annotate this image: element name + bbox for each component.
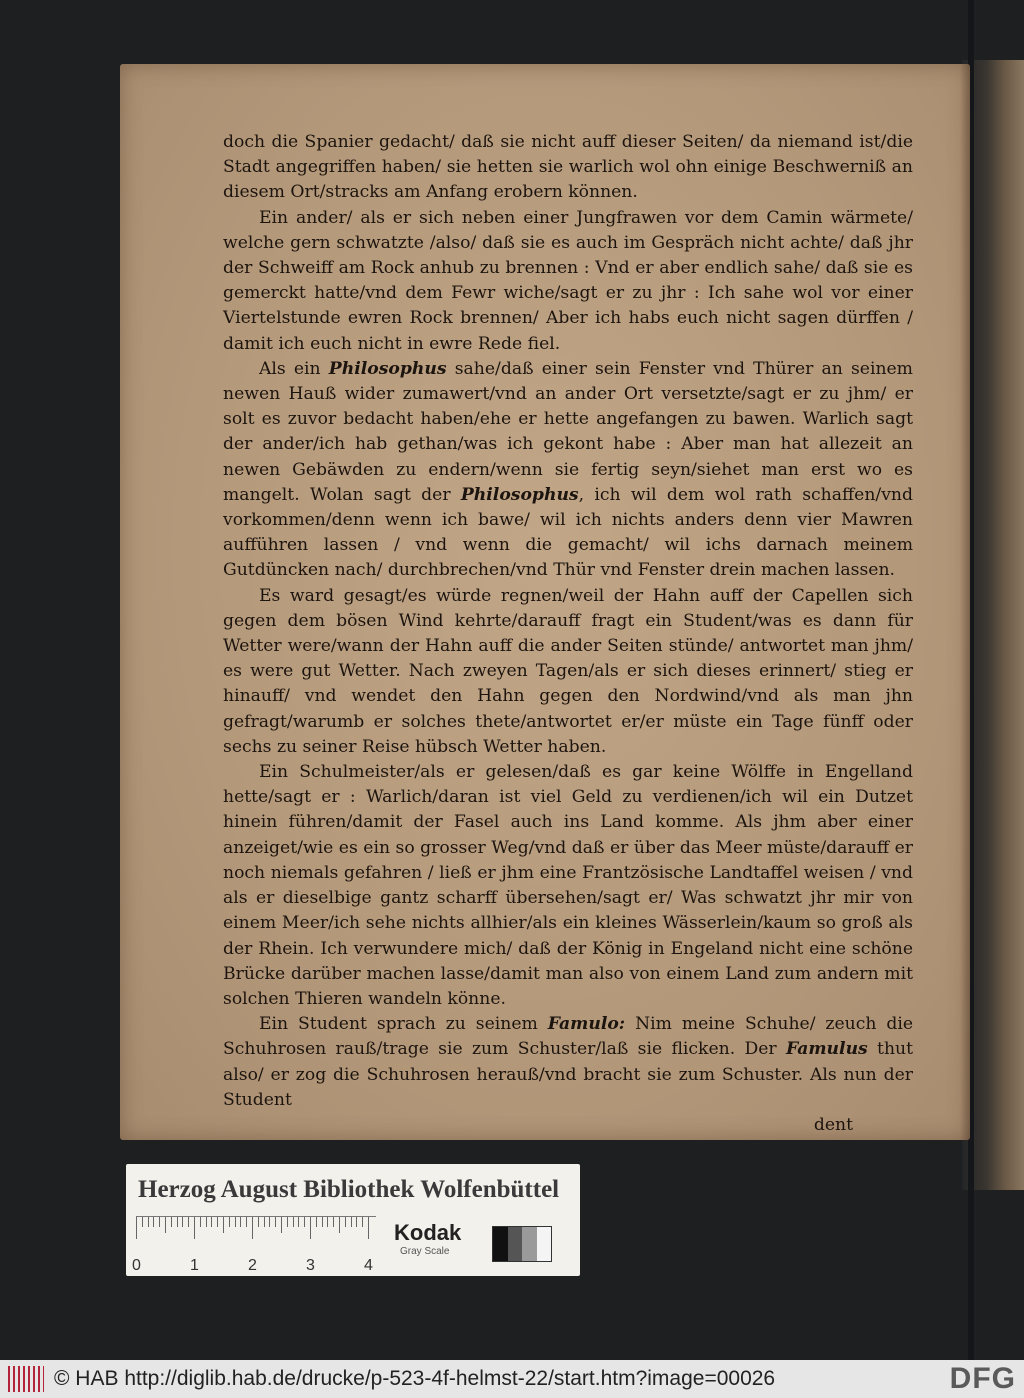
ruler-tick — [339, 1217, 340, 1233]
ruler-number: 2 — [248, 1257, 257, 1274]
ruler-tick — [298, 1217, 299, 1227]
ruler-tick — [293, 1217, 294, 1227]
ruler-tick — [223, 1217, 224, 1233]
ruler-tick — [177, 1217, 178, 1227]
gray-scale-patches — [492, 1226, 552, 1262]
ruler-tick — [200, 1217, 201, 1227]
ruler-tick — [188, 1217, 189, 1227]
ruler-tick — [229, 1217, 230, 1227]
ruler-tick — [345, 1217, 346, 1227]
ruler-tick — [246, 1217, 247, 1227]
ruler-tick — [310, 1217, 311, 1239]
ruler-tick — [275, 1217, 276, 1227]
catchword: dent — [813, 1114, 853, 1135]
ruler-tick — [258, 1217, 259, 1227]
ruler-number: 4 — [364, 1257, 373, 1274]
ruler-tick — [252, 1217, 253, 1239]
ruler-tick — [327, 1217, 328, 1227]
ruler-tick — [136, 1217, 137, 1239]
paragraph: doch die Spanier gedacht/ daß sie nicht auff dieser Seiten/ da niemand ist/die Stadt angegriffen haben/ sie hetten sie warlich wol ohn einige Beschwerniß an diesem Ort/stracks am Anfang erobern können. — [223, 132, 913, 203]
ruler-tick — [264, 1217, 265, 1227]
ruler-tick — [333, 1217, 334, 1227]
ruler-tick — [153, 1217, 154, 1227]
ruler-tick — [171, 1217, 172, 1227]
ruler-tick — [194, 1217, 195, 1239]
ruler-tick — [217, 1217, 218, 1227]
hab-logo-icon — [8, 1366, 44, 1392]
page-text — [223, 130, 913, 1138]
scale-ruler — [132, 1216, 376, 1274]
ruler-number: 3 — [306, 1257, 315, 1274]
gray-patch — [522, 1227, 537, 1261]
gray-patch — [537, 1227, 552, 1261]
ruler-tick — [235, 1217, 236, 1227]
gray-patch — [508, 1227, 523, 1261]
ruler-tick — [240, 1217, 241, 1227]
ruler-tick — [142, 1217, 143, 1227]
ruler-tick — [182, 1217, 183, 1227]
ruler-tick — [211, 1217, 212, 1227]
ruler-tick — [165, 1217, 166, 1233]
ruler-tick — [316, 1217, 317, 1227]
ruler-number: 1 — [190, 1257, 199, 1274]
ruler-tick — [269, 1217, 270, 1227]
kodak-logo: Kodak — [394, 1220, 462, 1245]
paragraph: Als ein Philosophus sahe/daß einer sein Fenster vnd Thürer an seinem newen Hauß wider zumawert/vnd an ander Ort versetzte/sagt er zu jhm/ er solt es zuvor bedacht haben/ehe er hette angefangen zu bawen. Warlich sagt der ander/ich hab gethan/was ich gekont habe : Aber man hat allezeit an newen Gebäwden zu endern/wenn sie fertig seyn/siehet man erst wo es mangelt. Wolan sagt der Philosophus, ich wil dem wol rath schaffen/vnd vorkommen/denn wenn ich bawe/ wil ich nichts anders denn vier Mawren aufführen lassen / vnd wenn die gemacht/ wil ichs darnach meinem Gutdüncken nach/ durchbrechen/vnd Thür vnd Fenster drein machen lassen. — [223, 358, 913, 581]
paragraph: Es ward gesagt/es würde regnen/weil der Hahn auff der Capellen sich gegen dem bösen Wind kehrte/darauff fragt ein Student/was es dann für Wetter were/wann der Hahn auff die ander Seiten stünde/ antwortet man jhm/ es were gut Wetter. Nach zweyen Tagen/als er sich dieses erinnert/ stieg er hinauff/ vnd wendet den Hahn gegen den Nordwind/vnd als man jhn gefragt/warumb er solches thete/antwortet er/er müste ein Tage fünff oder sechs zu seiner Reise hübsch Wetter haben. — [223, 585, 913, 757]
copyright-link[interactable]: © HAB http://diglib.hab.de/drucke/p-523-4f-helmst-22/start.htm?image=00026 — [54, 1367, 776, 1390]
ruler-tick — [322, 1217, 323, 1227]
ruler-tick — [356, 1217, 357, 1227]
footer-bar — [0, 1360, 1024, 1398]
paragraph: Ein Schulmeister/als er gelesen/daß es gar keine Wölffe in Engelland hette/sagt er : Warlich/daran ist viel Geld zu verdienen/ich wil ein Dutzet hinein führen/damit der Fasel auch ins Land komme. Als jhm aber einer anzeiget/wie es ein so grosser Weg/vnd daß er über das Meer müste/darauff er noch niemals gefahren / ließ er jhm eine Frantzösische Landtaffel weisen / vnd als er dieselbige gantz scharff übersehen/sagt er/ Was schwatzt jhr mir von einem Meer/ich sehe nichts allhier/als ein kleines Wässerlein/kaum so groß als der Rhein. Ich verwundere mich/ daß der König in Engeland nicht eine schöne Brücke darüber machen lasse/damit man also von einem Land zum andern mit solchen Thieren wandeln könne. — [223, 762, 913, 1009]
library-label-card — [126, 1164, 580, 1276]
paragraph: Ein ander/ als er sich neben einer Jungfrawen vor dem Camin wärmete/ welche gern schwatzte /also/ daß sie es auch im Gespräch nicht achte/ daß jhr der Schweiff am Rock anhub zu brennen : Vnd er aber endlich sahe/ daß sie es gemerckt hatte/vnd dem Fewr wiche/sagt er zu jhr : Ich sahe wol vor einer Viertelstunde ewren Rock brennen/ Aber ich habs euch nicht sagen dürffen / damit ich euch nicht in ewre Rede fiel. — [223, 207, 913, 354]
kodak-subtitle: Gray Scale — [400, 1246, 450, 1257]
book-page — [120, 64, 970, 1140]
ruler-tick — [368, 1217, 369, 1239]
ruler-tick — [281, 1217, 282, 1233]
ruler-tick — [362, 1217, 363, 1227]
paragraph: Ein Student sprach zu seinem Famulo: Nim meine Schuhe/ zeuch die Schuhrosen rauß/trage sie zum Schuster/laß sie flicken. Der Famulus thut also/ er zog die Schuhrosen herauß/vnd bracht sie zum Schuster. Als nun der Student — [223, 1014, 914, 1110]
library-name: Herzog August Bibliothek Wolfenbüttel — [138, 1176, 560, 1203]
ruler-tick — [159, 1217, 160, 1227]
ruler-number: 0 — [132, 1257, 141, 1274]
ruler-tick — [287, 1217, 288, 1227]
ruler-tick — [351, 1217, 352, 1227]
ruler-tick — [148, 1217, 149, 1227]
gray-patch — [493, 1227, 508, 1261]
ruler-tick — [206, 1217, 207, 1227]
dfg-logo: DFG — [949, 1362, 1016, 1395]
ruler-tick — [304, 1217, 305, 1227]
